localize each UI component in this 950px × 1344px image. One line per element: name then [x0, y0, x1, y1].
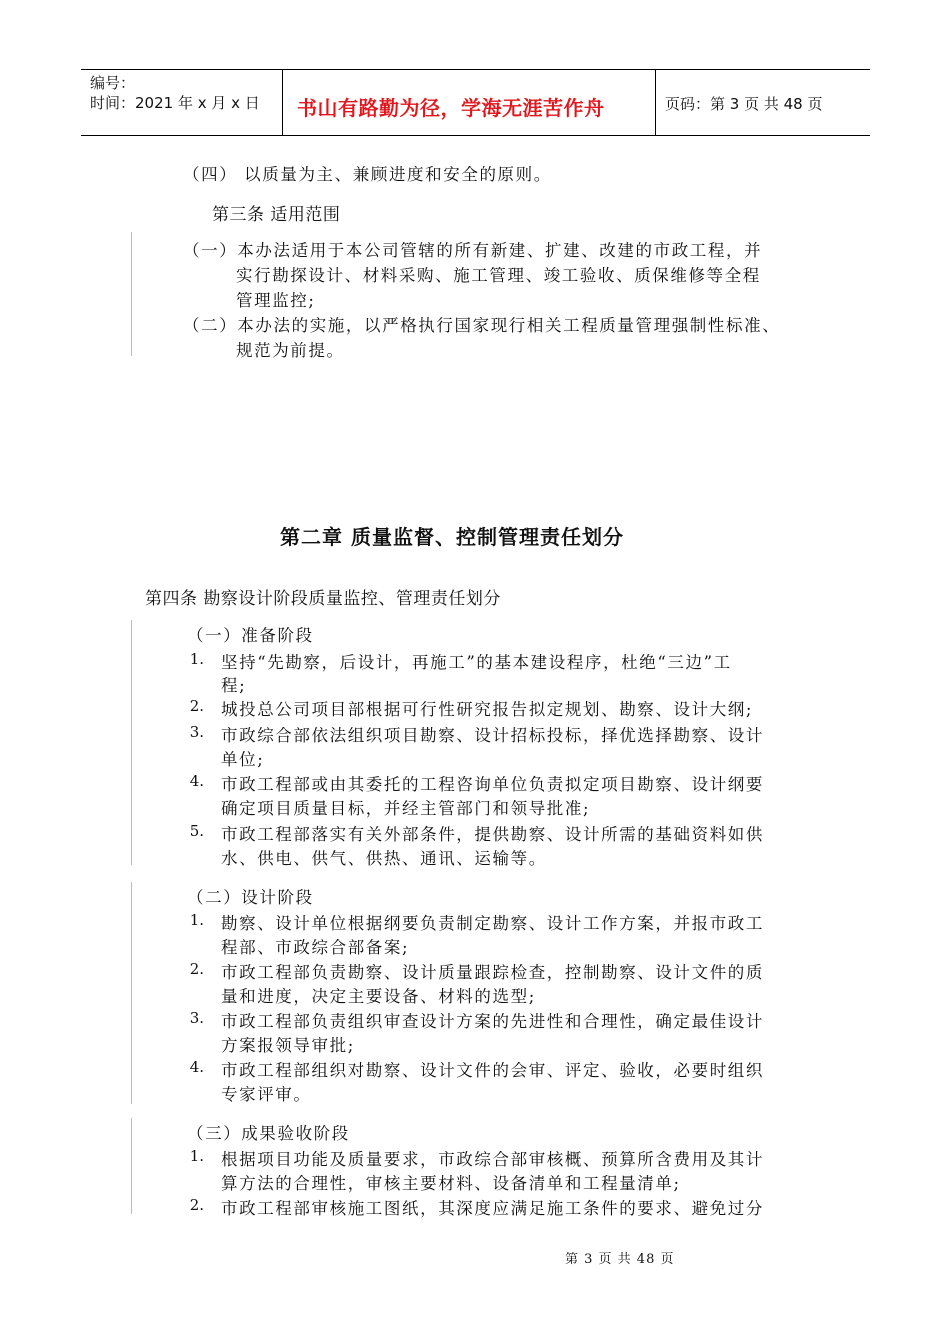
header-motto: 书山有路勤为径，学海无涯苦作舟: [297, 96, 605, 120]
stage-1-item-2-line-1: 城投总公司项目部根据可行性研究报告拟定规划、勘察、设计大纲;: [221, 700, 754, 719]
stage-1-item-1-number: 1.: [189, 650, 204, 668]
margin-bar-stage-1: [131, 620, 132, 865]
stage-2-title: （二）设计阶段: [187, 888, 314, 907]
doc-time-label: 时间：2021 年 x 月 x 日: [90, 94, 260, 112]
stage-1-item-4-line-1: 市政工程部或由其委托的工程咨询单位负责拟定项目勘察、设计纲要: [221, 775, 764, 794]
stage-1-item-3-line-1: 市政综合部依法组织项目勘察、设计招标投标，择优选择勘察、设计: [221, 726, 764, 745]
stage-2-item-4-line-2: 专家评审。: [221, 1085, 312, 1104]
stage-3-item-1-line-1: 根据项目功能及质量要求，市政综合部审核概、预算所含费用及其计: [221, 1150, 764, 1169]
article-3-title: 第三条 适用范围: [212, 205, 341, 225]
stage-1-item-2-number: 2.: [189, 697, 204, 715]
stage-2-item-1-line-2: 程部、市政综合部备案;: [221, 938, 410, 957]
stage-2-item-1-number: 1.: [189, 911, 204, 929]
stage-2-item-2-number: 2.: [189, 960, 204, 978]
margin-bar-stage-3: [131, 1118, 132, 1214]
stage-2-item-3-number: 3.: [189, 1009, 204, 1027]
stage-3-item-1-number: 1.: [189, 1147, 204, 1165]
stage-3-title: （三）成果验收阶段: [187, 1124, 350, 1143]
article-4-title: 第四条 勘察设计阶段质量监控、管理责任划分: [145, 589, 501, 609]
header-divider-2: [655, 69, 656, 136]
margin-bar-article-3: [131, 232, 132, 356]
stage-3-item-1-line-2: 算方法的合理性，审核主要材料、设备清单和工程量清单;: [221, 1174, 681, 1193]
page-footer: 第 3 页 共 48 页: [565, 1252, 675, 1267]
stage-1-item-1-line-2: 程;: [221, 676, 247, 695]
stage-3-item-2-number: 2.: [189, 1196, 204, 1214]
stage-2-item-2-line-1: 市政工程部负责勘察、设计质量跟踪检查，控制勘察、设计文件的质: [221, 963, 764, 982]
stage-1-item-5-number: 5.: [189, 822, 204, 840]
stage-1-item-3-line-2: 单位;: [221, 750, 265, 769]
stage-2-item-4-line-1: 市政工程部组织对勘察、设计文件的会审、评定、验收，必要时组织: [221, 1061, 764, 1080]
stage-1-item-4-line-2: 确定项目质量目标，并经主管部门和领导批准;: [221, 799, 591, 818]
article-3-para-1-line-3: 管理监控;: [236, 291, 316, 310]
stage-1-item-5-line-1: 市政工程部落实有关外部条件，提供勘察、设计所需的基础资料如供: [221, 825, 764, 844]
margin-bar-stage-2: [131, 882, 132, 1104]
stage-2-item-3-line-2: 方案报领导审批;: [221, 1036, 355, 1055]
stage-1-title: （一）准备阶段: [187, 626, 314, 645]
stage-2-item-2-line-2: 量和进度，决定主要设备、材料的选型;: [221, 987, 536, 1006]
header-top-border: [81, 69, 870, 70]
stage-3-item-2-line-1: 市政工程部审核施工图纸，其深度应满足施工条件的要求、避免过分: [221, 1199, 764, 1218]
stage-2-item-1-line-1: 勘察、设计单位根据纲要负责制定勘察、设计工作方案，并报市政工: [221, 914, 764, 933]
stage-1-item-5-line-2: 水、供电、供气、供热、通讯、运输等。: [221, 849, 547, 868]
article-3-para-1-line-2: 实行勘探设计、材料采购、施工管理、竣工验收、质保维修等全程: [236, 266, 761, 285]
principle-item-4: （四） 以质量为主、兼顾进度和安全的原则。: [183, 165, 552, 184]
article-3-para-1-line-1: （一）本办法适用于本公司管辖的所有新建、扩建、改建的市政工程，并: [183, 241, 763, 260]
stage-2-item-3-line-1: 市政工程部负责组织审查设计方案的先进性和合理性，确定最佳设计: [221, 1012, 764, 1031]
header-page-info: 页码：第 3 页 共 48 页: [665, 95, 823, 113]
chapter-2-title: 第二章 质量监督、控制管理责任划分: [280, 525, 624, 549]
header-divider-1: [282, 69, 283, 136]
header-bottom-border: [81, 135, 870, 136]
article-3-para-2-line-1: （二）本办法的实施，以严格执行国家现行相关工程质量管理强制性标准、: [183, 316, 781, 335]
stage-1-item-1-line-1: 坚持“先勘察，后设计，再施工”的基本建设程序，杜绝“三边”工: [221, 653, 732, 672]
stage-1-item-4-number: 4.: [189, 772, 204, 790]
doc-number-label: 编号：: [90, 74, 136, 92]
stage-1-item-3-number: 3.: [189, 723, 204, 741]
article-3-para-2-line-2: 规范为前提。: [236, 341, 345, 360]
stage-2-item-4-number: 4.: [189, 1058, 204, 1076]
